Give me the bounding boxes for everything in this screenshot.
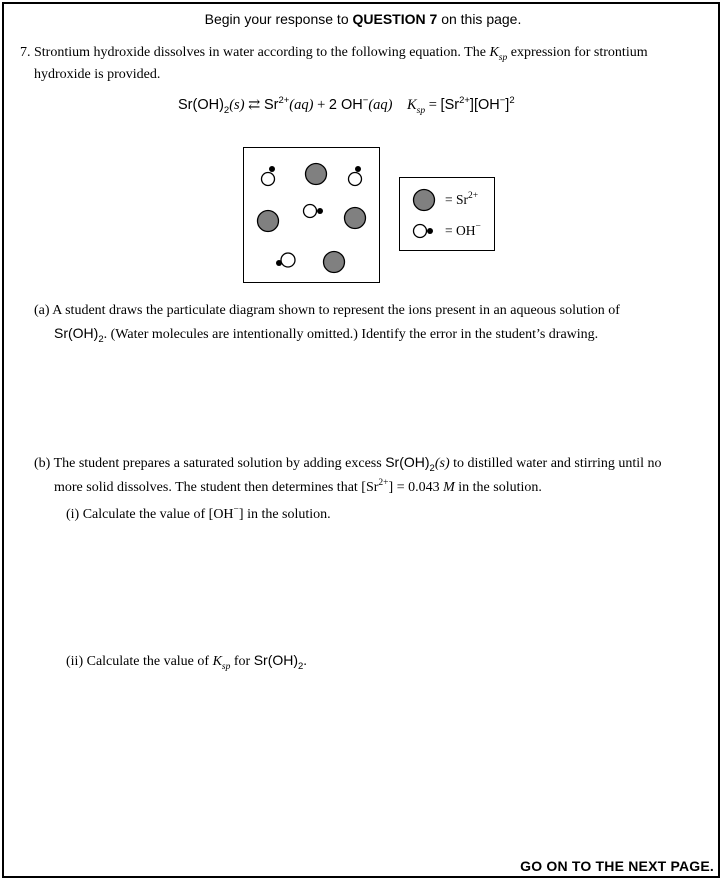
- part-b-line2-part2: ] = 0.043: [388, 480, 440, 495]
- header-suffix: on this page.: [441, 11, 522, 27]
- eq-ksp-expression: $[Sr^{2+}][OH^-]^2$: [440, 95, 515, 113]
- eq-anion: 2 OH−: [328, 95, 369, 113]
- header-prefix: Begin your response to: [204, 11, 349, 27]
- part-a-formula: $Sr(OH)_2$: [54, 325, 104, 345]
- hydroxide-ion: [276, 253, 295, 267]
- strontium-ion: [306, 164, 327, 185]
- part-b-state: (s): [434, 456, 450, 471]
- eq-anion-state: (aq): [368, 97, 393, 113]
- part-b-ii-ksp: $K_{sp}$: [212, 654, 231, 672]
- page-border: [2, 2, 720, 878]
- particulate-diagram: [243, 147, 380, 283]
- hydroxide-ion: [304, 205, 324, 218]
- legend-strontium-label: = $Sr^{2+}$: [445, 191, 479, 207]
- strontium-ion: [345, 208, 366, 229]
- legend-hydroxide-label: = OH−: [445, 222, 481, 238]
- dissolution-equation: [178, 97, 515, 114]
- eq-plus: +: [317, 97, 326, 113]
- header-question-label: QUESTION 7: [352, 11, 438, 27]
- hydroxide-ion: [349, 166, 362, 186]
- part-b-line1: [34, 452, 662, 474]
- particulate-diagram-svg: [244, 148, 381, 284]
- part-b-line2: more solid dissolves. The student then determines that $[Sr^{2+}] = 0.043$ M in the solution.: [54, 478, 542, 495]
- question-intro-part2: expression for strontium: [510, 45, 648, 60]
- legend-strontium-icon: [414, 190, 435, 211]
- question-intro: [20, 42, 710, 63]
- part-b-line1-part2: to distilled water and stirring until no: [453, 456, 662, 471]
- next-page-footer: GO ON TO THE NEXT PAGE.: [520, 858, 714, 874]
- eq-reactant-state: (s): [229, 97, 245, 113]
- legend-hydroxide-icon: [414, 225, 434, 238]
- part-b-line2-part1: more solid dissolves. The student then determines that [Sr: [54, 480, 379, 495]
- page-header: [0, 11, 726, 27]
- eq-ksp-equals: =: [428, 97, 437, 113]
- part-b-molarity-unit: M: [443, 480, 455, 495]
- hydroxide-ion: [262, 166, 276, 186]
- part-b-i: (i) Calculate the value of [OH−] in the solution.: [66, 505, 331, 522]
- ksp-symbol: $K_{sp}$: [489, 45, 508, 63]
- part-a-line1: (a) A student draws the particulate diagram shown to represent the ions present in an aqueous solution of: [34, 303, 620, 318]
- legend-svg: [400, 178, 496, 252]
- eq-cation-state: (aq): [289, 97, 314, 113]
- eq-cation: $Sr^{2+}$: [263, 95, 290, 113]
- part-b-ii: (ii) Calculate the value of $K_{sp}$ for $Sr(OH)_2$.: [66, 652, 307, 672]
- diagram-legend: [399, 177, 495, 251]
- strontium-ion: [324, 252, 345, 273]
- question-intro-part1: Strontium hydroxide dissolves in water according to the following equation. The: [34, 45, 486, 60]
- eq-arrow: ⇄: [248, 97, 261, 113]
- eq-reactant: $Sr(OH)_2$: [178, 97, 230, 116]
- part-b-line1-part1: (b) The student prepares a saturated solution by adding excess: [34, 456, 382, 471]
- question-intro-line2: hydroxide is provided.: [34, 67, 161, 82]
- part-b-formula: $Sr(OH)_2$: [385, 454, 435, 474]
- part-a-line2: [54, 323, 598, 345]
- part-b-ii-formula: $Sr(OH)_2$: [253, 652, 304, 672]
- part-b-line2-part3: in the solution.: [458, 480, 542, 495]
- question-number: 7.: [20, 45, 31, 60]
- strontium-ion: [258, 211, 279, 232]
- eq-ksp-symbol: $K_{sp}$: [406, 97, 426, 116]
- part-a-line2-rest: . (Water molecules are intentionally omitted.) Identify the error in the student’s drawing.: [103, 327, 599, 342]
